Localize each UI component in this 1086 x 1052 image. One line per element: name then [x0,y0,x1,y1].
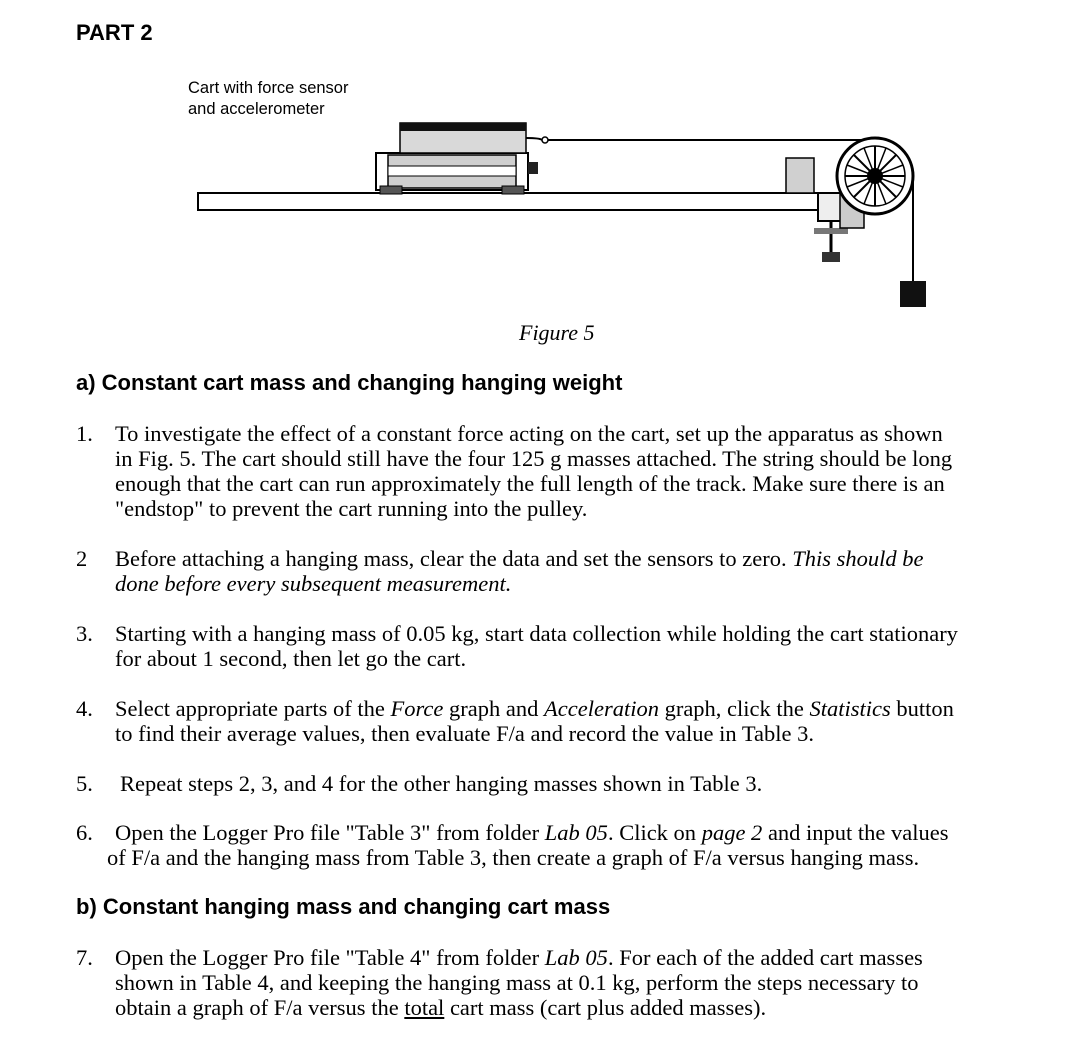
step-text: . For each of the added cart masses [607,945,923,970]
step-number: 2 [76,546,88,571]
step-text: cart mass (cart plus added masses). [449,995,767,1020]
step-number: 5. [76,771,93,796]
step-text: Select appropriate parts of the [115,696,385,721]
step-text: graph, click the [664,696,804,721]
figure-label-line-1: Cart with force sensor [188,79,349,97]
part-title: PART 2 [76,20,153,45]
step-number: 4. [76,696,93,721]
step-line: enough that the cart can run approximately the full length of the track. Make sure there is an [115,471,945,496]
step-line: of F/a and the hanging mass from Table 3, then create a graph of F/a versus hanging mass. [107,845,920,870]
endstop [786,158,814,193]
step-text: obtain a graph of F/a versus the [115,995,399,1020]
step-line: in Fig. 5. The cart should still have the four 125 g masses attached. The string should be long [115,446,953,471]
step-text: . Click on [607,820,697,845]
section-a-heading: a) Constant cart mass and changing hanging weight [76,370,623,395]
step-text: graph and [449,696,539,721]
step-number: 6. [76,820,93,845]
step-emphasis: Lab 05 [544,820,608,845]
step-text: Before attaching a hanging mass, clear the data and set the sensors to zero. [115,546,787,571]
step-line: "endstop" to prevent the cart running into the pulley. [115,496,588,521]
step-emphasis: page 2 [701,820,763,845]
step-emphasis: Statistics [809,696,891,721]
step-text: Open the Logger Pro file "Table 4" from folder [115,945,540,970]
step-emphasis: Force [390,696,444,721]
cart [376,123,548,194]
step-line: Starting with a hanging mass of 0.05 kg, start data collection while holding the cart stationary [115,621,958,646]
step-line: for about 1 second, then let go the cart. [115,646,467,671]
step-line: shown in Table 4, and keeping the hanging mass at 0.1 kg, perform the steps necessary to [115,970,919,995]
hanging-mass [900,281,926,307]
section-b-heading: b) Constant hanging mass and changing cart mass [76,894,611,919]
figure-label [188,78,348,120]
step-emphasis: This should be [792,546,924,571]
step-line: to find their average values, then evaluate F/a and record the value in Table 3. [115,721,814,746]
step-emphasis: Acceleration [544,696,659,721]
step-line: To investigate the effect of a constant force acting on the cart, set up the apparatus as shown [115,421,943,446]
step-underlined: total [404,995,445,1020]
pulley [837,138,913,214]
step-number: 7. [76,945,93,970]
step-line: Repeat steps 2, 3, and 4 for the other hanging masses shown in Table 3. [120,771,763,796]
figure-label-line-2: and accelerometer [188,100,325,118]
step-emphasis: done before every subsequent measurement. [115,571,512,596]
step-text: button [896,696,954,721]
step-text: Open the Logger Pro file "Table 3" from folder [115,820,540,845]
figure-caption: Figure 5 [519,320,595,345]
step-text: and input the values [767,820,949,845]
step-number: 1. [76,421,93,446]
step-number: 3. [76,621,93,646]
track [198,193,843,210]
step-emphasis: Lab 05 [544,945,608,970]
